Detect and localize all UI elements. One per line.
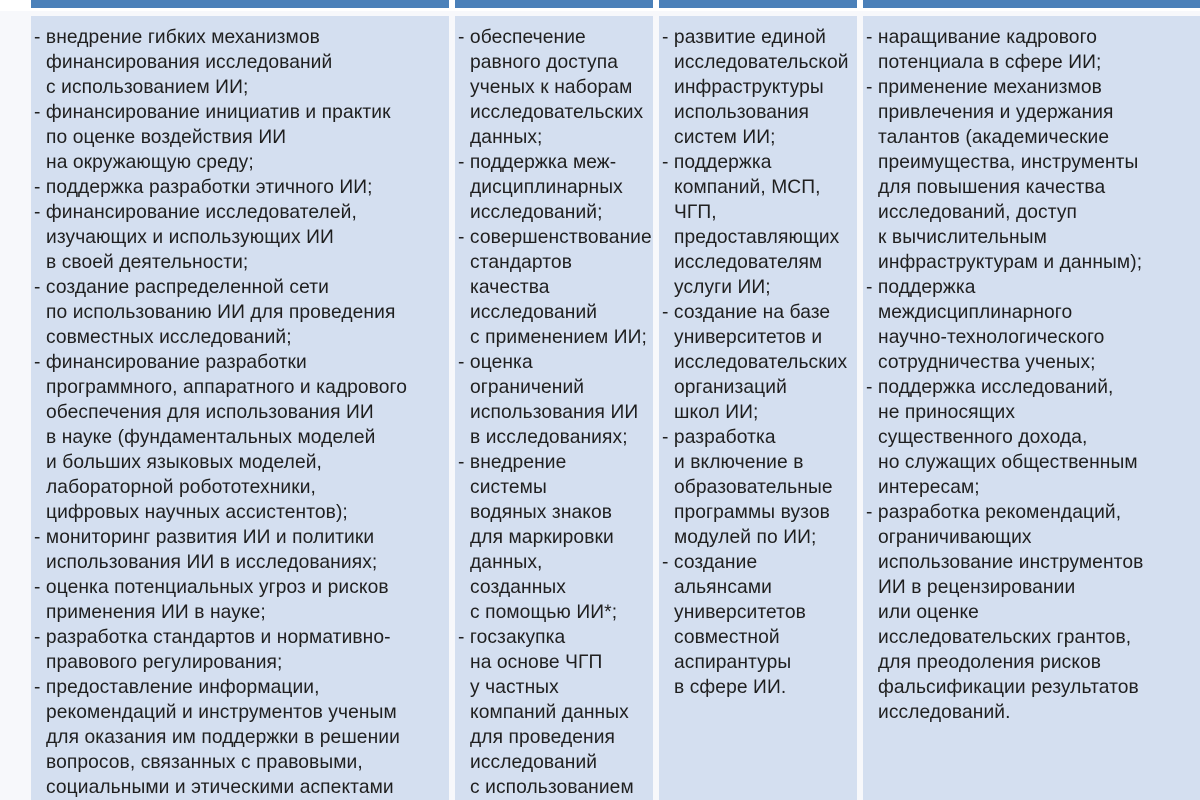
list-item-line: по оценке воздействия ИИ <box>46 127 287 148</box>
list-item-line: и включение в <box>674 452 804 473</box>
list-item-line: сотрудничества ученых; <box>878 352 1096 373</box>
table-column-3 <box>659 16 857 800</box>
list-item-line: ученых к наборам <box>470 77 633 98</box>
list-item-line: исследований <box>470 302 598 323</box>
list-item-line: или оценке <box>878 602 979 623</box>
list-item-line: исследований, доступ <box>878 202 1078 223</box>
list-item-line: - создание распределенной сети <box>34 277 329 298</box>
list-item <box>662 550 857 700</box>
list-item-line: научно-технологического <box>878 327 1105 348</box>
list-item-line: интересам; <box>878 477 980 498</box>
list-item-line: финансирования исследований <box>46 52 333 73</box>
header-cell-1 <box>31 0 449 8</box>
list-item-line: существенного дохода, <box>878 427 1088 448</box>
list-item-line: альянсами <box>674 577 772 598</box>
list-item-line: для оказания им поддержки в решении <box>46 727 400 748</box>
list-item-line: не приносящих <box>878 402 1016 423</box>
list-item-line: системы <box>470 477 547 498</box>
list-item-line: - создание <box>662 552 758 573</box>
list-item <box>458 150 653 225</box>
list-item-line: исследовательских грантов, <box>878 627 1132 648</box>
list-item-line: - финансирование исследователей, <box>34 202 357 223</box>
list-item-line: равного доступа <box>470 52 619 73</box>
list-item-line: - наращивание кадрового <box>866 27 1098 48</box>
list-item-line: - предоставление информации, <box>34 677 320 698</box>
list-item-line: - разработка стандартов и нормативно- <box>34 627 391 648</box>
list-item-line: преимущества, инструменты <box>878 152 1139 173</box>
header-cell-3 <box>659 0 857 8</box>
list-item <box>34 200 449 275</box>
list-item-line: с применением ИИ; <box>470 327 647 348</box>
list-item-line: для преодоления рисков <box>878 652 1102 673</box>
list-item <box>34 575 449 625</box>
list-item-line: применения ИИ в науке; <box>46 602 266 623</box>
list-item-line: организаций <box>674 377 787 398</box>
list-item-line: в науке (фундаментальных моделей <box>46 427 376 448</box>
list-item-line: совместной <box>674 627 780 648</box>
list-item-line: университетов <box>674 602 806 623</box>
list-item <box>34 625 449 675</box>
list-item-line: исследовательской <box>674 52 849 73</box>
table-column-1 <box>31 16 449 800</box>
list-item-line: изучающих и использующих ИИ <box>46 227 334 248</box>
list-item-line: у частных <box>470 677 559 698</box>
list-item-line: - оценка <box>458 352 533 373</box>
list-item-line: - поддержка <box>866 277 976 298</box>
list-item-line: но служащих общественным <box>878 452 1138 473</box>
list-item-line: - развитие единой <box>662 27 826 48</box>
list-item-line: талантов (академические <box>878 127 1110 148</box>
list-item-line: потенциала в сфере ИИ; <box>878 52 1102 73</box>
list-item-line: ограничивающих <box>878 527 1032 548</box>
list-item-line: компаний, МСП, <box>674 177 821 198</box>
list-item-line: стандартов <box>470 252 572 273</box>
list-item-line: инфраструктуры <box>674 77 824 98</box>
list-item-line: - внедрение <box>458 452 567 473</box>
header-cell-4 <box>863 0 1200 8</box>
list-item-line: ЧГП, <box>674 202 717 223</box>
list-item <box>866 75 1200 275</box>
list-item-line: образовательные <box>674 477 833 498</box>
list-item-line: в своей деятельности; <box>46 252 249 273</box>
list-item-line: исследований; <box>470 202 603 223</box>
list-item <box>662 25 857 150</box>
list-item-line: с использованием ИИ; <box>46 77 249 98</box>
list-item <box>458 25 653 150</box>
list-item <box>34 25 449 100</box>
list-item-line: систем ИИ; <box>674 127 776 148</box>
list-item-line: привлечения и удержания <box>878 102 1114 123</box>
list-item-line: созданных <box>470 577 566 598</box>
list-item <box>458 625 653 800</box>
list-item-line: данных; <box>470 127 543 148</box>
column-3-text <box>662 16 857 700</box>
list-item <box>662 150 857 300</box>
list-item-line: инфраструктурам и данным); <box>878 252 1143 273</box>
list-item <box>458 225 653 350</box>
list-item-line: дисциплинарных <box>470 177 623 198</box>
list-item <box>34 350 449 525</box>
list-item <box>662 300 857 425</box>
list-item-line: для проведения <box>470 727 616 748</box>
list-item-line: - финансирование разработки <box>34 352 307 373</box>
list-item-line: - обеспечение <box>458 27 586 48</box>
list-item-line: на окружающую среду; <box>46 152 254 173</box>
list-item-line: данных, <box>470 552 543 573</box>
list-item-line: исследований. <box>878 702 1011 723</box>
list-item-line: - госзакупка <box>458 627 566 648</box>
column-4-text <box>866 16 1200 725</box>
list-item <box>34 100 449 175</box>
list-item <box>34 275 449 350</box>
list-item-line: - поддержка исследований, <box>866 377 1114 398</box>
list-item <box>866 500 1200 725</box>
list-item-line: - разработка <box>662 427 776 448</box>
list-item-line: школ ИИ; <box>674 402 759 423</box>
list-item <box>458 450 653 625</box>
list-item-line: - поддержка меж- <box>458 152 617 173</box>
list-item-line: совместных исследований; <box>46 327 292 348</box>
list-item <box>34 525 449 575</box>
list-item <box>866 25 1200 75</box>
list-item-line: для маркировки <box>470 527 614 548</box>
list-item-line: использования ИИ в исследованиях; <box>46 552 378 573</box>
list-item-line: и больших языковых моделей, <box>46 452 322 473</box>
list-item-line: ограничений <box>470 377 585 398</box>
list-item-line: предоставляющих <box>674 227 840 248</box>
list-item-line: - финансирование инициатив и практик <box>34 102 391 123</box>
list-item-line: - внедрение гибких механизмов <box>34 27 320 48</box>
list-item-line: обеспечения для использования ИИ <box>46 402 374 423</box>
list-item <box>866 375 1200 500</box>
list-item <box>34 175 449 200</box>
list-item-line: рекомендаций и инструментов ученым <box>46 702 397 723</box>
list-item <box>458 350 653 450</box>
list-item-line: компаний данных <box>470 702 629 723</box>
list-item-line: использования <box>674 102 810 123</box>
list-item-line: фальсификации результатов <box>878 677 1139 698</box>
list-item-line: для повышения качества <box>878 177 1106 198</box>
list-item-line: водяных знаков <box>470 502 613 523</box>
list-item-line: - создание на базе <box>662 302 831 323</box>
list-item-line: исследовательских <box>470 102 644 123</box>
list-item-line: - разработка рекомендаций, <box>866 502 1122 523</box>
list-item-line: исследователям <box>674 252 823 273</box>
table-column-4 <box>863 16 1200 800</box>
list-item <box>662 425 857 550</box>
list-item-line: цифровых научных ассистентов); <box>46 502 348 523</box>
list-item-line: - совершенствование <box>458 227 652 248</box>
list-item-line: исследований <box>470 752 598 773</box>
list-item-line: - мониторинг развития ИИ и политики <box>34 527 375 548</box>
list-item-line: аспирантуры <box>674 652 792 673</box>
list-item-line: междисциплинарного <box>878 302 1073 323</box>
list-item-line: услуги ИИ; <box>674 277 771 298</box>
list-item-line: - оценка потенциальных угроз и рисков <box>34 577 389 598</box>
list-item-line: ИИ в рецензировании <box>878 577 1076 598</box>
list-item-line: университетов и <box>674 327 823 348</box>
list-item-line: в сфере ИИ. <box>674 677 787 698</box>
list-item-line: на основе ЧГП <box>470 652 603 673</box>
list-item-line: - поддержка <box>662 152 772 173</box>
list-item-line: модулей по ИИ; <box>674 527 817 548</box>
column-1-text <box>34 16 449 800</box>
list-item-line: к вычислительным <box>878 227 1047 248</box>
list-item-line: использования ИИ <box>470 402 639 423</box>
table-header-band <box>0 0 1200 11</box>
list-item-line: программы вузов <box>674 502 830 523</box>
list-item-line: программного, аппаратного и кадрового <box>46 377 407 398</box>
list-item-line: по использованию ИИ для проведения <box>46 302 396 323</box>
list-item <box>866 275 1200 375</box>
list-item-line: использование инструментов <box>878 552 1144 573</box>
list-item-line: вопросов, связанных с правовыми, <box>46 752 363 773</box>
list-item-line: - применение механизмов <box>866 77 1102 98</box>
list-item-line: - поддержка разработки этичного ИИ; <box>34 177 373 198</box>
list-item-line: лабораторной робототехники, <box>46 477 316 498</box>
list-item-line: правового регулирования; <box>46 652 283 673</box>
list-item-line: с помощью ИИ*; <box>470 602 618 623</box>
list-item <box>34 675 449 800</box>
list-item-line: в исследованиях; <box>470 427 628 448</box>
list-item-line: с использованием <box>470 777 634 798</box>
column-2-text <box>458 16 653 800</box>
list-item-line: исследовательских <box>674 352 848 373</box>
list-item-line: качества <box>470 277 550 298</box>
list-item-line: социальными и этическими аспектами <box>46 777 394 798</box>
table-column-2 <box>455 16 653 800</box>
header-cell-2 <box>455 0 653 8</box>
